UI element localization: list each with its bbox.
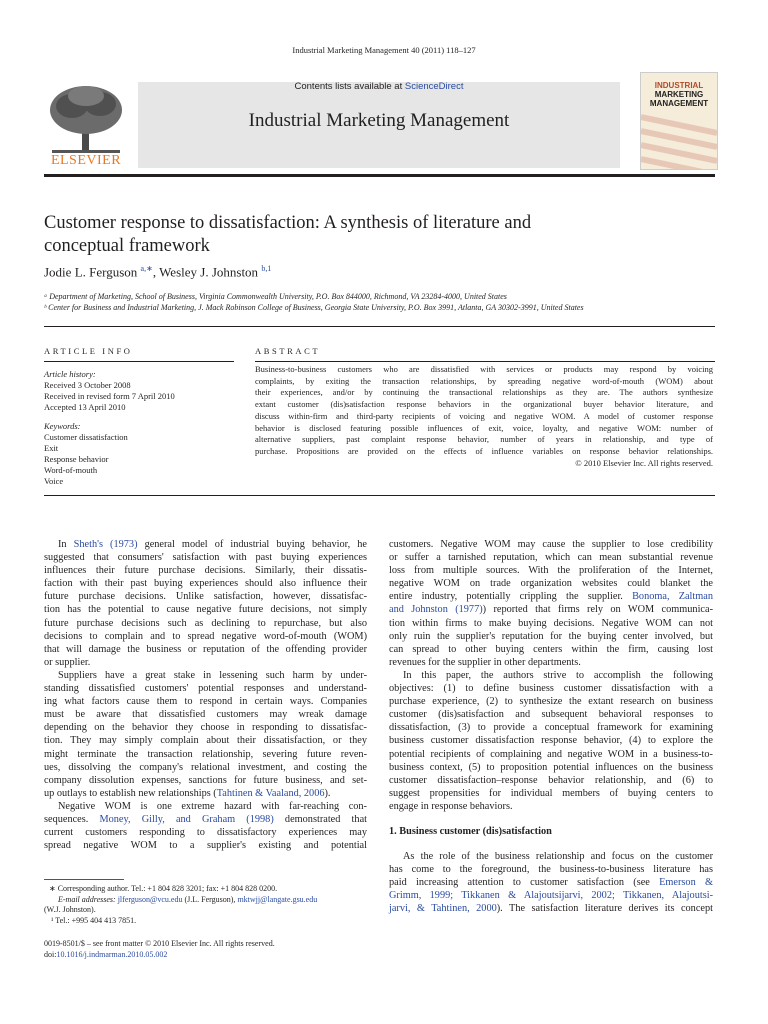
issn-line: 0019-8501/$ – see front matter © 2010 Elsevier Inc. All rights reserved. [44, 939, 275, 948]
history-accepted: Accepted 13 April 2010 [44, 402, 126, 412]
keyword: Voice [44, 476, 64, 486]
header-rule [44, 174, 715, 177]
doi-line: doi:10.1016/j.indmarman.2010.05.002 [44, 949, 168, 959]
affiliation-a: ᵃ Department of Marketing, School of Business, Virginia Commonwealth University, P.O. Box 844000, Richmond, VA 23284-4000, United States [44, 292, 507, 301]
paragraph-line: In Sheth's (1973) general model of industrial buying behavior, he [58, 539, 367, 550]
keyword: Response behavior [44, 454, 109, 464]
body-left-column: In Sheth's (1973) general model of industrial buying behavior, he suggested that consumers' satisfaction with past buying experiences influences their future purchase decisions. Similarly, their dissatis- faction with their past buying experiences should also influence their future purchase decisions. Unlike satisfaction, however, dissatisfac- tion has the potential to cause negative future decisions, not simply future purchase decisions such as declining to repurchase, but also decisions to complain and to spread negative word-of-mouth (WOM) that will damage the business or reputation of the offending provider or supplier. Suppliers have a great stake in lessening such harm by under- standing dissatisfied customers' potential responses and understand- ing what factors cause them to respond in certain ways. Companies must be aware that dissatisfied customers may wreak damage depending on the behavior they choose in responding to dissatisfac- tion. They may simply complain about their dissatisfaction, or they might terminate the transaction relationship, severing future reven- ues, dissolving the company's relational investment, and costing the company dissolution expenses, sanctions for future business, and set- up outlays to establish new relationships (Tahtinen & Vaaland, 2006). Negative WOM is one extreme hazard with far-reaching con- sequences. Money, Gilly, and Graham (1998) demonstrated that current customers responding to dissatisfactory experiences may spread negative WOM to a supplier's existing and potential [44, 539, 367, 852]
journal-reference: Industrial Marketing Management 40 (2011) 118–127 [292, 45, 476, 55]
citation-link[interactable]: Money, Gilly, and Graham (1998) [99, 813, 274, 825]
citation-link[interactable]: and Johnston (1977) [389, 604, 483, 616]
article-info [44, 369, 234, 487]
sciencedirect-link[interactable]: ScienceDirect [404, 81, 464, 92]
abstract-rule [255, 361, 715, 362]
keyword: Customer dissatisfaction [44, 432, 128, 442]
elsevier-logo [44, 80, 128, 170]
section-heading: 1. Business customer (dis)satisfaction [389, 825, 552, 837]
footnote-emails: E-mail addresses: jlferguson@vcu.edu (J.L. Ferguson), mktwjj@langate.gsu.edu [58, 894, 318, 904]
journal-cover-thumbnail [640, 72, 718, 170]
citation-link[interactable]: jarvi, & Tahtinen, 2000 [389, 903, 497, 915]
citation-link[interactable]: Sheth's (1973) [73, 539, 138, 550]
abstract-bottom-rule [44, 495, 715, 496]
email-link[interactable]: mktwjj@langate.gsu.edu [237, 894, 318, 904]
title-rule [44, 326, 715, 327]
keyword: Word-of-mouth [44, 465, 98, 475]
footnotes: ∗ Corresponding author. Tel.: +1 804 828 3201; fax: +1 804 828 0200. E-mail addresses: jlferguson@vcu.edu (J.L. Ferguson), mktwjj@langate.gsu.edu (W.J. Johnston). ¹ Tel.: +995 404 413 7851. [44, 884, 374, 926]
contents-line: Contents lists available at ScienceDirect [294, 81, 464, 92]
abstract-body: Business-to-business customers who are dissatisfied with services or products may respond by voicing complaints, by exiting the transaction relationships, by spreading negative word-of-mouth (WOM) about their experiences, and/or by continuing the transactional relationships as they are. The authors synthesize extant customer (dis)satisfaction response behaviors in the organizational buyer behavior literature, and discuss within-firm and third-party recipients of voicing and negative WOM. A model of customer response behavior is disclosed featuring possible influences of exit, voice, loyalty, and negative WOM: number of alternative suppliers, past complaint response behavior, number of years in relationship, and type of purchase. Propositions are provided on the effects of influence variables on response behavior relationships. © 2010 Elsevier Inc. All rights reserved. [255, 364, 713, 468]
citation-link[interactable]: Emerson & [659, 877, 713, 889]
citation-link[interactable]: Grimm, 1999; Tikkanen & Alajoutsijarvi, 2002; Tikkanen, Alajoutsi- [389, 890, 713, 902]
copyright: © 2010 Elsevier Inc. All rights reserved. [575, 457, 713, 468]
doi-link[interactable]: 10.1016/j.indmarman.2010.05.002 [56, 949, 168, 959]
keywords-label: Keywords: [44, 421, 81, 431]
author1-affiliation-link[interactable]: a,∗ [140, 264, 153, 273]
citation-link[interactable]: Tahtinen & Vaaland, 2006 [216, 787, 325, 799]
history-received: Received 3 October 2008 [44, 380, 131, 390]
footnote-rule [44, 879, 124, 880]
email-link[interactable]: jlferguson@vcu.edu [117, 894, 183, 904]
history-revised: Received in revised form 7 April 2010 [44, 391, 175, 401]
affiliation-b: ᵇ Center for Business and Industrial Marketing, J. Mack Robinson College of Business, Georgia State University, P.O. Box 3991, Atlanta, GA 30302-3991, United States [44, 303, 584, 312]
cover-pattern-icon [641, 73, 717, 169]
elsevier-wordmark: ELSEVIER [50, 153, 122, 168]
author-list: Jodie L. Ferguson $^{a,∗}$, Wesley J. Johnston $^{b,1}$ [44, 264, 272, 280]
author2-affiliation-link[interactable]: b,1 [261, 264, 272, 273]
front-matter [44, 939, 384, 960]
article-info-heading: ARTICLE INFO [44, 346, 133, 356]
body-right-column: customers. Negative WOM may cause the supplier to lose credibility or suffer a tarnished reputation, which can mean substantial revenue loss from multiple sources. With the proliferation of the Internet, negative WOM on trade organization websites could blanket the entire industry, potentially crippling the supplier. Bonoma, Zaltman and Johnston (1977)) reported that firms rely on WOM communica- tion within firms to make buying decisions. Negative WOM can not only ruin the supplier's reputation for the buying center involved, but can spread to other buying centers within the firm, causing lost revenues for the supplier in other departments. In this paper, the authors strive to accomplish the following objectives: (1) to define business customer dissatisfaction with a purchase experience, (2) to synthesize the extant research on business customer (dis)satisfaction and subsequent behavioral responses to dissatisfaction, (3) to provide a conceptual framework for examining business customer dissatisfaction response behavior, (4) to explore the potential recipients of complaining and negative WOM in a business-to- business context, (5) to proposition potential influences on the business customer dissatisfaction–response behavior relationship, and (6) to suggest propensities for individual members of buying centers to engage in response behaviors. 1. Business customer (dis)satisfaction As the role of the business relationship and focus on the customer has come to the foreground, the business-to-business literature has paid increasing attention to customer satisfaction (see Emerson & Grimm, 1999; Tikkanen & Alajoutsijarvi, 2002; Tikkanen, Alajoutsi- jarvi, & Tahtinen, 2000). The satisfaction literature derives its concept [389, 539, 714, 915]
article-title: Customer response to dissatisfaction: A synthesis of literature and conceptual framework [44, 213, 532, 256]
article-info-rule [44, 361, 234, 362]
footnote-tel: ¹ Tel.: +995 404 413 7851. [51, 915, 137, 925]
cover-title: INDUSTRIAL MARKETING MANAGEMENT [649, 81, 709, 108]
keyword: Exit [44, 443, 59, 453]
history-label: Article history: [44, 369, 96, 379]
footnote-corresponding: ∗ Corresponding author. Tel.: +1 804 828 3201; fax: +1 804 828 0200. [49, 884, 278, 893]
journal-title: Industrial Marketing Management [248, 110, 510, 131]
citation-link[interactable]: Bonoma, Zaltman [632, 591, 714, 603]
abstract-heading: ABSTRACT [255, 346, 321, 356]
